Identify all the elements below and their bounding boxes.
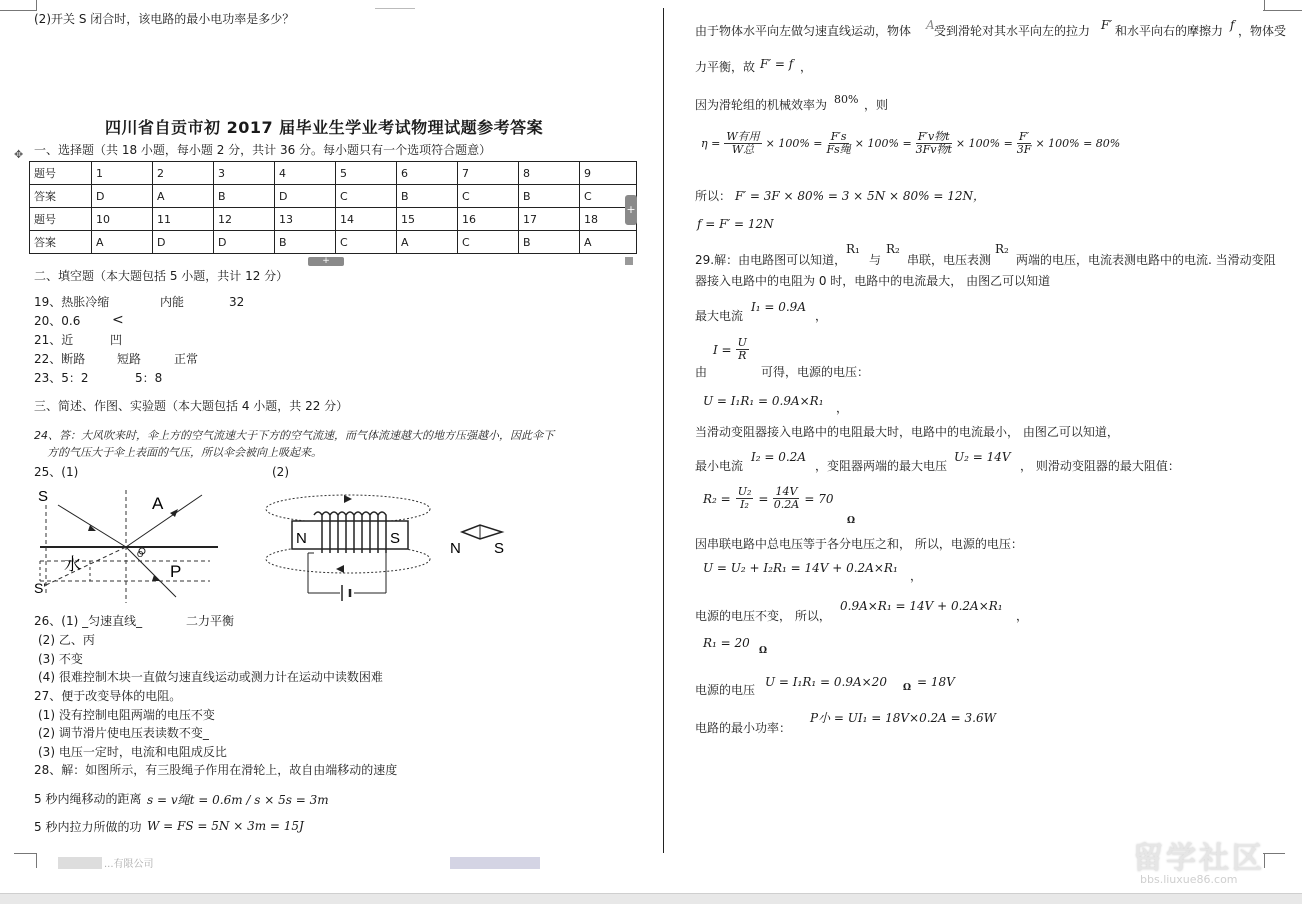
table-cell: 15 [397,208,458,231]
math-text: × 100% = 80% [1035,137,1121,150]
refraction-diagram [30,485,230,605]
solenoid-diagram [262,487,522,605]
text: 电源的电压不变， 所以， [695,609,831,623]
math-text: F′v物t [917,130,950,143]
math-text: Fs绳 [826,143,851,156]
ohm-unit: Ω [903,683,912,693]
crop-mark [0,10,37,11]
table-row [30,162,637,185]
footer-text: ...有限公司 [104,859,154,870]
math-value: 80% [834,93,859,106]
fill-answer: 32 [229,295,245,309]
question-2: (2)开关 S 闭合时，该电路的最小电功率是多少？ [34,12,295,26]
answer-24-line2: 方的气压大于伞上表面的气压，所以伞会被向上吸起来。 [47,446,322,459]
footer-redacted-block [450,857,540,869]
text: ，物体受 [1238,24,1287,38]
math-text: η = [701,137,721,150]
compass-label-n: N [450,540,461,557]
fill-answer: 凹 [110,333,123,347]
text: 最小电流 [695,459,744,473]
answer-28-work-label: 5 秒内拉力所做的功 [34,820,142,834]
crop-mark [36,0,37,11]
table-cell: B [275,231,336,254]
table-cell: 16 [458,208,519,231]
text: ， [1016,609,1029,623]
text: 最大电流 [695,309,744,323]
math-text: 0.2A [773,498,800,511]
table-cell: C [458,185,519,208]
table-row [30,185,637,208]
section-2-heading: 二、填空题（本大题包括 5 小题，共计 12 分） [34,269,289,283]
math-formula: U₂ = 14V [954,450,1011,464]
fill-answer: 23、5：2 [34,371,89,385]
math-fraction [827,131,851,156]
math-var: A [926,18,935,32]
math-formula: f = F′ = 12N [697,217,774,231]
column-divider [663,8,664,853]
add-row-button[interactable]: + [308,257,344,266]
math-text: 3Fv物t [915,143,952,156]
answer-27-1: (1) 没有控制电阻两端的电压不变 [38,708,215,722]
answer-26-1b: 二力平衡 [186,614,235,628]
text: 因为滑轮组的机械效率为 [695,98,828,112]
table-cell: 5 [336,162,397,185]
fill-answer: 20、0.6 [34,314,81,328]
text: 两端的电压，电流表测电路中的电流. 当滑动变阻 [1016,253,1276,267]
watermark-url: bbs.liuxue86.com [1140,873,1238,886]
answer-27-2: (2) 调节滑片使电压表读数不变_ [38,726,209,740]
math-fraction [736,337,749,362]
table-row [30,208,637,231]
math-fraction [773,486,799,511]
text: 电路的最小功率： [695,721,792,735]
math-formula: U = I₁R₁ = 0.9A×R₁ [703,394,824,408]
answer-27-3: (3) 电压一定时，电流和电阻成反比 [38,745,227,759]
math-formula: F′ = 3F × 80% = 3 × 5N × 80% = 12N， [735,189,985,203]
efficiency-formula [701,131,1120,156]
page-title: 四川省自贡市初 2017 届毕业生学业考试物理试题参考答案 [105,118,544,137]
table-cell: A [397,231,458,254]
math-text: 3F [1016,143,1032,156]
r2-formula [703,486,834,511]
section-3-heading: 三、简述、作图、实验题（本大题包括 4 小题，共 22 分） [34,399,349,413]
math-fraction [736,486,754,511]
math-text: R₂ = [703,491,731,506]
table-cell: 18 [580,208,637,231]
text: ， 则滑动变阻器的最大阻值： [1020,459,1180,473]
math-text: I = [713,342,732,357]
text: 和水平向右的摩擦力 [1115,24,1224,38]
answer-28-work-formula: W = FS = 5N × 3m = 15J [147,819,304,833]
math-var: R₁ [846,242,860,256]
math-text: = 70 [804,491,834,506]
table-cell: D [92,185,153,208]
math-text: W总 [731,143,755,156]
crop-mark [1263,10,1302,11]
table-cell: A [92,231,153,254]
answer-26-4: (4) 很难控制木块一直做匀速直线运动或测力计在运动中读数困难 [38,670,383,684]
text: 29.解：由电路图可以知道， [695,253,847,267]
math-fraction [1017,131,1032,156]
ohm-unit: Ω [847,516,856,526]
fill-answer: 19、热胀冷缩 [34,295,110,309]
table-cell: 17 [519,208,580,231]
section-1-heading: 一、选择题（共 18 小题，每小题 2 分，共计 36 分。每小题只有一个选项符合题意） [34,143,492,157]
text: ， [815,309,828,323]
table-cell: A [153,185,214,208]
math-fraction [724,131,761,156]
text: 器接入电路中的电阻为 0 时，电路中的电流最大， 由图乙可以知道 [695,274,1051,288]
table-cell: C [458,231,519,254]
text: ， [800,60,813,74]
math-text: 14V [775,485,798,498]
answer-28-distance-formula: s = v绳t = 0.6m / s × 5s = 3m [147,793,329,807]
footer-redacted-logo [58,857,102,869]
label-water: 水 [64,555,81,575]
text: 当滑动变阻器接入电路中的电阻最大时，电路中的电流最小， 由图乙可以知道， [695,425,1119,439]
math-var: R₂ [886,242,900,256]
ohm-law-formula [713,337,749,362]
table-cell: B [519,185,580,208]
table-cell: 1 [92,162,153,185]
table-cell: 13 [275,208,336,231]
math-formula: U = I₁R₁ = 0.9A×20 [765,675,887,689]
text: 因串联电路中总电压等于各分电压之和， 所以，电源的电压： [695,537,1023,551]
label-a: A [152,494,164,513]
math-formula: I₂ = 0.2A [751,450,806,464]
answer-25-label-2: (2) [272,465,289,479]
table-cell: 3 [214,162,275,185]
label-n: N [296,530,307,547]
answer-26-1: 26、(1) _匀速直线_ [34,614,143,628]
text: 受到滑轮对其水平向左的拉力 [934,24,1091,38]
text: 电源的电压 [695,683,756,697]
text: 可得，电源的电压： [761,365,870,379]
crop-mark [1263,853,1285,854]
status-bar [0,893,1302,904]
table-move-handle-icon[interactable]: ✥ [14,148,24,161]
table-cell: C [336,231,397,254]
math-fraction [916,131,952,156]
text: 串联，电压表测 [907,253,992,267]
text: 所以： [695,189,732,203]
table-cell: C [580,185,637,208]
table-cell: 14 [336,208,397,231]
math-formula: U = U₂ + I₂R₁ = 14V + 0.2A×R₁ [703,561,898,575]
answer-table [29,161,637,254]
label-s: S [390,530,401,547]
add-column-button[interactable]: + [625,195,637,225]
table-cell: B [214,185,275,208]
math-formula: P小 = UI₁ = 18V×0.2A = 3.6W [810,711,996,725]
math-text: I₂ [740,498,749,511]
ohm-unit: Ω [759,646,768,656]
table-cell: 题号 [30,208,92,231]
text: 由于物体水平向左做匀速直线运动，物体 [695,24,912,38]
label-s: S [38,488,49,505]
label-s-image: S' [34,580,47,596]
table-cell: 10 [92,208,153,231]
math-text: × 100% = [765,137,823,150]
table-cell: 8 [519,162,580,185]
math-text: U [737,336,747,349]
fill-answer: 短路 [117,352,142,366]
text: 由 [695,365,708,379]
crop-mark [36,853,37,868]
answer-27: 27、便于改变导体的电阻。 [34,689,182,703]
math-var: R₂ [995,242,1009,256]
table-cell: 答案 [30,231,92,254]
math-text: × 100% = [955,137,1013,150]
crop-mark [14,853,36,854]
table-resize-handle[interactable] [625,257,633,265]
text: ， [836,401,849,415]
fill-answer: < [112,312,124,328]
text: 与 [869,253,882,267]
math-text: F′ [1019,130,1030,143]
answer-24-line1: 24、答：大风吹来时，伞上方的空气流速大于下方的空气流速，而气体流速越大的地方压强越小，因此伞下 [34,429,554,442]
table-cell: 6 [397,162,458,185]
table-cell: D [275,185,336,208]
table-cell: 2 [153,162,214,185]
table-cell: 答案 [30,185,92,208]
table-cell: 12 [214,208,275,231]
math-var: F′ [1101,18,1113,32]
math-text: R [738,349,747,362]
answer-26-3: (3) 不变 [38,652,83,666]
table-cell: D [153,231,214,254]
math-text: U₂ [737,485,752,498]
crop-mark [375,8,415,9]
compass-label-s: S [494,540,505,557]
text: ，变阻器两端的最大电压 [815,459,948,473]
text: 力平衡，故 [695,60,756,74]
table-cell: D [214,231,275,254]
answer-26-2: (2) 乙、丙 [38,633,95,647]
text: ， [910,569,923,583]
math-text: F′s [830,130,847,143]
fill-answer: 正常 [174,352,199,366]
table-cell: 9 [580,162,637,185]
table-cell: A [580,231,637,254]
fill-answer: 22、断路 [34,352,86,366]
fill-answer: 5：8 [135,371,163,385]
answer-28: 28、解：如图所示，有三股绳子作用在滑轮上，故自由端移动的速度 [34,763,398,777]
table-cell: C [336,185,397,208]
math-text: × 100% = [854,137,912,150]
fill-answer: 21、近 [34,333,74,347]
watermark-logo: 留学社区 [1133,841,1265,876]
math-text: = [758,491,769,506]
table-cell: 题号 [30,162,92,185]
label-p: P [170,562,182,581]
table-cell: 7 [458,162,519,185]
table-cell: 11 [153,208,214,231]
table-row [30,231,637,254]
math-formula: F′ = f [760,57,794,71]
answer-28-distance-label: 5 秒内绳移动的距离 [34,792,142,806]
label-o: O [137,550,144,559]
table-cell: 4 [275,162,336,185]
table-cell: B [397,185,458,208]
text: ，则 [864,98,889,112]
math-var: f [1230,18,1235,32]
answer-25-label-1: 25、(1) [34,465,79,479]
math-text: W有用 [726,130,760,143]
math-formula: 0.9A×R₁ = 14V + 0.2A×R₁ [840,599,1003,613]
math-formula: R₁ = 20 [703,636,750,650]
math-formula: I₁ = 0.9A [751,300,806,314]
fill-answer: 内能 [160,295,185,309]
math-formula: = 18V [917,675,955,689]
table-cell: B [519,231,580,254]
crop-mark [1264,0,1265,11]
